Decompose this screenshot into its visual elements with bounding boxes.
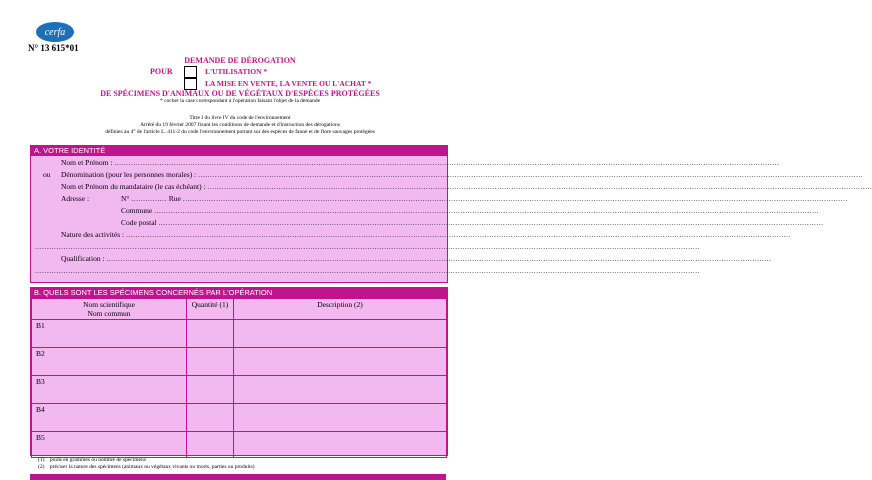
label-rue: Rue [168, 194, 181, 203]
label-nom-prenom: Nom et Prénom : [61, 158, 113, 167]
checkbox-utilisation[interactable] [184, 66, 197, 78]
row-label-b4: B4 [36, 405, 45, 414]
section-b-heading: B. QUELS SONT LES SPÉCIMENS CONCERNÉS PAR L'OPÉRATION [31, 288, 447, 298]
row-label-b5: B5 [36, 433, 45, 442]
table-row [32, 320, 447, 348]
label-adresse: Adresse : [61, 194, 90, 203]
row-label-b3: B3 [36, 377, 45, 386]
form-number: N° 13 615*01 [28, 43, 79, 53]
fill-line: ........................................................................................................................................................................................................................................................................................ [106, 254, 772, 263]
row-label-b2: B2 [36, 349, 45, 358]
field-code-postal[interactable] [121, 218, 824, 227]
label-numero: N° [121, 194, 130, 203]
cell-b1-nom[interactable] [32, 320, 187, 348]
footnote-2 [38, 464, 255, 470]
fill-line: ........................................................................................................................................................................................................................................................................................ [154, 206, 820, 215]
field-commune[interactable] [121, 206, 820, 215]
header-nom-scientifique: Nom scientifique [83, 300, 135, 309]
option-utilisation: L'UTILISATION * [205, 67, 268, 76]
cell-b4-nom[interactable] [32, 404, 187, 432]
logo-text: cerfa [44, 26, 66, 38]
section-specimens [30, 287, 448, 456]
label-qualification: Qualification : [61, 254, 105, 263]
label-ou: ou [43, 170, 51, 179]
field-qualification[interactable] [61, 254, 772, 263]
field-qualification-line-2[interactable] [35, 266, 700, 275]
fill-line: ........................................................................................................................................................................................................................................................................................ [35, 266, 700, 275]
option-vente: LA MISE EN VENTE, LA VENTE OU L'ACHAT * [205, 79, 372, 88]
checkbox-note: * cocher la case correspondant à l'opération faisant l'objet de la demande [159, 98, 321, 104]
cell-b2-nom[interactable] [32, 348, 187, 376]
footnote-1-text: poids en grammes ou nombre de spécimens [49, 457, 146, 463]
cell-b3-description[interactable] [234, 376, 447, 404]
footnote-1 [38, 457, 146, 463]
footnote-1-number: (1) [38, 457, 45, 463]
cell-b4-quantite[interactable] [187, 404, 234, 432]
fill-line: ............... [131, 194, 167, 203]
fill-line: ........................................................................................................................................................................................................................................................................................ [198, 170, 864, 179]
section-a-heading: A. VOTRE IDENTITÉ [31, 146, 447, 156]
pour-label: POUR [150, 67, 173, 76]
cerfa-logo [36, 22, 74, 42]
cell-b5-quantite[interactable] [187, 432, 234, 458]
table-row [32, 376, 447, 404]
fill-line: ........................................................................................................................................................................................................................................................................................ [182, 194, 848, 203]
section-identity [30, 145, 872, 283]
legal-line-3: définies au 4° de l'article L. 411-2 du code l'environnement portant sur des espèces de faune et de flore sauvages protégées [105, 129, 375, 135]
field-activites-line-2[interactable] [35, 242, 700, 251]
field-denomination[interactable] [61, 170, 864, 179]
header-nom-commun: Nom commun [87, 309, 131, 318]
label-commune: Commune [121, 206, 153, 215]
table-row [32, 404, 447, 432]
table-row [32, 348, 447, 376]
cell-b3-quantite[interactable] [187, 376, 234, 404]
next-section-bar [30, 474, 446, 480]
specimens-table [31, 298, 447, 458]
row-label-b1: B1 [36, 321, 45, 330]
cell-b2-description[interactable] [234, 348, 447, 376]
fill-line: ........................................................................................................................................................................................................................................................................................ [207, 182, 872, 191]
label-denomination: Dénomination (pour les personnes morales) : [61, 170, 197, 179]
form-title: DEMANDE DE DÉROGATION [184, 56, 296, 65]
table-row [32, 432, 447, 458]
cell-b5-nom[interactable] [32, 432, 187, 458]
field-nom-prenom[interactable] [61, 158, 780, 167]
footnote-2-number: (2) [38, 464, 45, 470]
cell-b1-description[interactable] [234, 320, 447, 348]
fill-line: ........................................................................................................................................................................................................................................................................................ [35, 242, 700, 251]
form-subtitle: DE SPÉCIMENS D'ANIMAUX OU DE VÉGÉTAUX D'ESPÈCES PROTÉGÉES [100, 89, 380, 98]
cell-b3-nom[interactable] [32, 376, 187, 404]
fill-line: ........................................................................................................................................................................................................................................................................................ [125, 230, 791, 239]
field-activites[interactable] [61, 230, 791, 239]
col-header-description: Description (2) [234, 299, 447, 320]
legal-line-2: Arrêté du 19 février 2007 fixant les conditions de demande et d'instruction des dérogations [140, 122, 340, 128]
cell-b1-quantite[interactable] [187, 320, 234, 348]
table-header-row [32, 299, 447, 320]
cell-b4-description[interactable] [234, 404, 447, 432]
field-mandataire[interactable] [61, 182, 872, 191]
fill-line: ........................................................................................................................................................................................................................................................................................ [114, 158, 780, 167]
field-numero-rue[interactable] [121, 194, 848, 203]
col-header-nom [32, 299, 187, 320]
label-activites: Nature des activités : [61, 230, 125, 239]
col-header-quantite: Quantité (1) [187, 299, 234, 320]
label-mandataire: Nom et Prénom du mandataire (le cas échéant) : [61, 182, 206, 191]
cell-b5-description[interactable] [234, 432, 447, 458]
label-code-postal: Code postal [121, 218, 157, 227]
legal-line-1: Titre I du livre IV du code de l'environnement [189, 115, 291, 121]
fill-line: ........................................................................................................................................................................................................................................................................................ [158, 218, 824, 227]
footnote-2-text: préciser la nature des spécimens (animaux ou végétaux vivants ou morts, parties ou produits) [49, 464, 255, 470]
cell-b2-quantite[interactable] [187, 348, 234, 376]
